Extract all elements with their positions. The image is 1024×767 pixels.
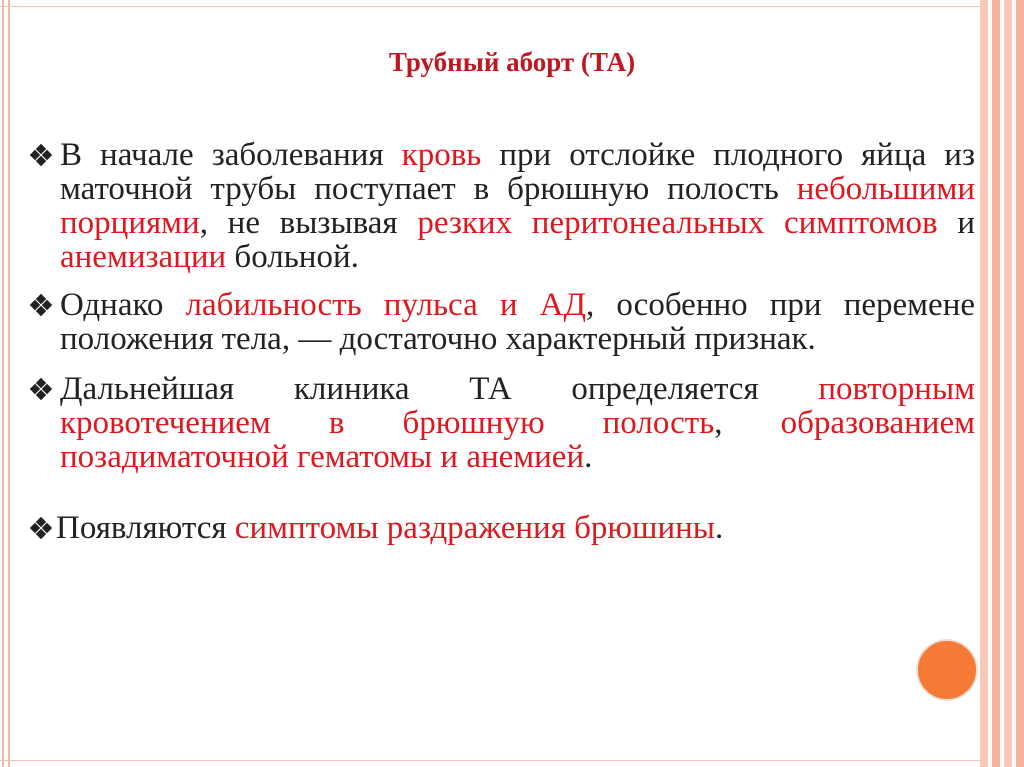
top-border-line bbox=[0, 6, 990, 7]
orange-circle-decoration bbox=[917, 640, 977, 700]
bullet-item: Дальнейшая клиника ТА определяется повторным кровотечением в брюшную полость, образованием позадиматочной гематомы и анемией. bbox=[25, 372, 975, 474]
left-border-line bbox=[2, 0, 4, 767]
diamond-bullet-icon bbox=[25, 289, 57, 321]
bullet-item: Появляются симптомы раздражения брюшины. bbox=[25, 511, 975, 545]
left-border-line bbox=[8, 0, 10, 767]
diamond-bullet-icon bbox=[25, 373, 57, 405]
slide-title: Трубный аборт (ТА) bbox=[388, 47, 636, 77]
bullet-item: Однако лабильность пульса и АД, особенно при перемене положения тела, — достаточно характерный признак. bbox=[25, 288, 975, 356]
diamond-bullet-icon bbox=[25, 512, 57, 544]
bullet-list bbox=[25, 138, 975, 557]
bottom-border-line bbox=[0, 760, 990, 761]
diamond-bullet-icon bbox=[25, 139, 57, 171]
right-decorative-stripes bbox=[980, 0, 1024, 767]
bullet-item: В начале заболевания кровь при отслойке плодного яйца из маточной трубы поступает в брюшную полость небольшими порциями, не вызывая резких перитонеальных симптомов и анемизации больной. bbox=[25, 138, 975, 274]
